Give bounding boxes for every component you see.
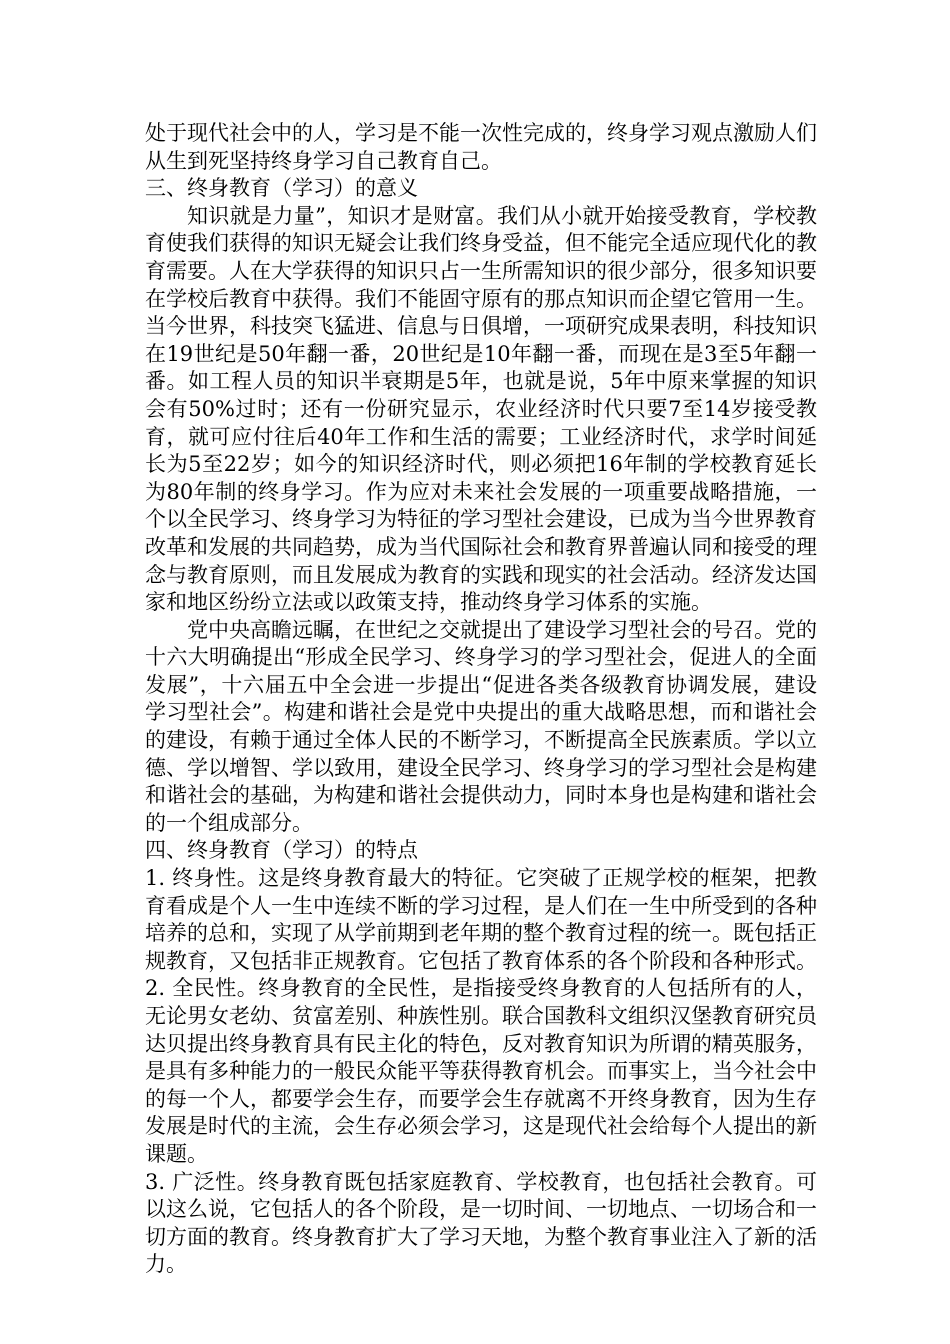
paragraph-intro: 处于现代社会中的人，学习是不能一次性完成的，终身学习观点激励人们从生到死坚持终身学习自己教育自己。: [145, 121, 817, 173]
section-heading-features: 四、终身教育（学习）的特点: [145, 838, 418, 863]
section-heading-significance: 三、终身教育（学习）的意义: [145, 176, 418, 201]
list-item-universal: 2. 全民性。终身教育的全民性，是指接受终身教育的人包括所有的人，无论男女老幼、贫富差别、种族性别。联合国教科文组织汉堡教育研究员达贝提出终身教育具有民主化的特色，反对教育知识为所谓的精英服务，是具有多种能力的一般民众能平等获得教育机会。而事实上，当今社会中的每一个人，都要学会生存，而要学会生存就离不开终身教育，因为生存发展是时代的主流，会生存必须会学习，这是现代社会给每个人提出的新课题。: [145, 976, 817, 1166]
list-item-extensive: 3. 广泛性。终身教育既包括家庭教育、学校教育，也包括社会教育。可以这么说，它包括人的各个阶段，是一切时间、一切地点、一切场合和一切方面的教育。终身教育扩大了学习天地，为整个教育事业注入了新的活力。: [145, 1169, 817, 1277]
document-body: [145, 120, 817, 1279]
paragraph-learning-society: 党中央高瞻远瞩，在世纪之交就提出了建设学习型社会的号召。党的十六大明确提出“形成全民学习、终身学习的学习型社会，促进人的全面发展”，十六届五中全会进一步提出“促进各类各级教育协调发展，建设学习型社会”。构建和谐社会是党中央提出的重大战略思想，而和谐社会的建设，有赖于通过全体人民的不断学习，不断提高全民族素质。学以立德、学以增智、学以致用，建设全民学习、终身学习的学习型社会是构建和谐社会的基础，为构建和谐社会提供动力，同时本身也是构建和谐社会的一个组成部分。: [145, 617, 817, 835]
paragraph-knowledge-power: 知识就是力量”，知识才是财富。我们从小就开始接受教育，学校教育使我们获得的知识无疑会让我们终身受益，但不能完全适应现代化的教育需要。人在大学获得的知识只占一生所需知识的很少部分，很多知识要在学校后教育中获得。我们不能固守原有的那点知识而企望它管用一生。当今世界，科技突飞猛进、信息与日俱增，一项研究成果表明，科技知识在19世纪是50年翻一番，20世纪是10年翻一番，而现在是3至5年翻一番。如工程人员的知识半衰期是5年，也就是说，5年中原来掌握的知识会有50%过时；还有一份研究显示，农业经济时代只要7至14岁接受教育，就可应付往后40年工作和生活的需要；工业经济时代，求学时间延长为5至22岁；如今的知识经济时代，则必须把16年制的学校教育延长为80年制的终身学习。作为应对未来社会发展的一项重要战略措施，一个以全民学习、终身学习为特征的学习型社会建设，已成为当今世界教育改革和发展的共同趋势，成为当代国际社会和教育界普遍认同和接受的理念与教育原则，而且发展成为教育的实践和现实的社会活动。经济发达国家和地区纷纷立法或以政策支持，推动终身学习体系的实施。: [145, 203, 817, 615]
list-item-lifelong: 1. 终身性。这是终身教育最大的特征。它突破了正规学校的框架，把教育看成是个人一生中连续不断的学习过程，是人们在一生中所受到的各种培养的总和，实现了从学前期到老年期的整个教育过程的统一。既包括正规教育，又包括非正规教育。它包括了教育体系的各个阶段和各种形式。: [145, 866, 817, 973]
